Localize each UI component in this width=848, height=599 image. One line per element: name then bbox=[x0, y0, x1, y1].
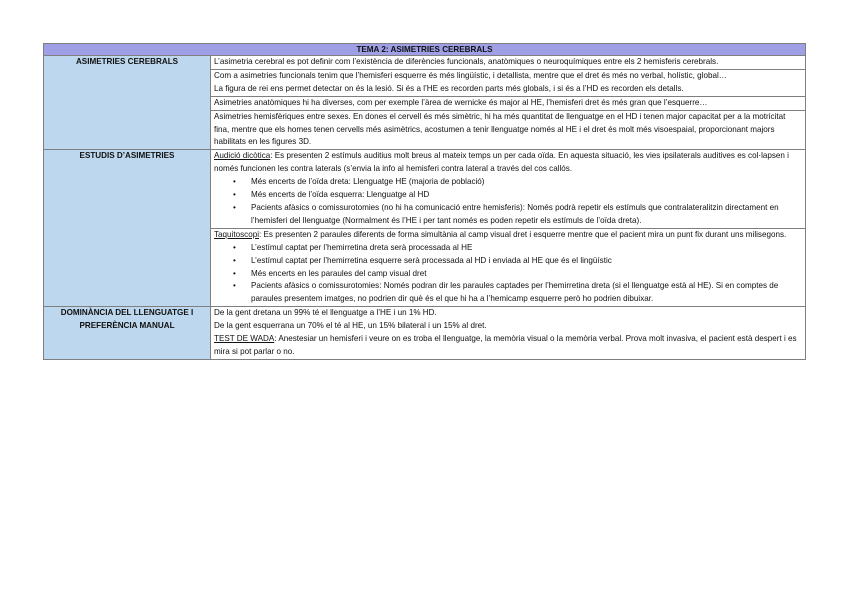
asimetries-funcionals: Com a asimetries funcionals tenim que l’hemisferi esquerre és més lingüístic, i detallista, mentre que el dret és més no verbal, holístic, global… La figura de rei ens permet detectar on és la lesió. Si és a l’HE es recorden parts més globals, i si és a l’HD es recorden els detalls. bbox=[211, 69, 806, 96]
list-item: • L’estímul captat per l’hemirretina esquerre serà processada al HD i enviada al HE que és el lingüístic bbox=[214, 255, 802, 268]
audicio-dicotica-heading: Audició dicòtica bbox=[214, 151, 271, 161]
asimetries-sexes: Asimetries hemisfèriques entre sexes. En dones el cervell és més simètric, hi ha més quantitat de llenguatge en el HD i tenen major capacitat per a la motricitat fina, mentre que els homes tenen cervells més asimètrics, acostumen a tenir llenguatge només al HE i el dret és molt més visoespaial, proporcionant majors habilitats en les figures 3D. bbox=[211, 110, 806, 150]
list-item: • Més encerts de l’oïda esquerra: Llenguatge al HD bbox=[214, 189, 802, 202]
bullet-icon: • bbox=[233, 255, 236, 265]
bullet-icon: • bbox=[233, 177, 236, 187]
test-wada bbox=[214, 333, 802, 359]
bullet-icon: • bbox=[233, 190, 236, 200]
section-dominancia-llenguatge: DOMINÀNCIA DEL LLENGUATGE I PREFERÈNCIA MANUAL bbox=[44, 307, 211, 360]
dominancia-dretans: De la gent dretana un 99% té el llenguatge a l’HE i un 1% HD. bbox=[214, 308, 437, 318]
bullet-icon: • bbox=[233, 242, 236, 252]
bullet-icon: • bbox=[233, 281, 236, 291]
taquitoscopi-heading: Taquitoscopi bbox=[214, 229, 259, 239]
dominancia-cell bbox=[211, 307, 806, 360]
list-item: • Més encerts en les paraules del camp visual dret bbox=[214, 268, 802, 281]
asimetries-table bbox=[43, 43, 806, 360]
test-wada-text: : Anestesiar un hemisferi i veure on es troba el llenguatge, la memòria visual o la memòria verbal. Prova molt invasiva, el pacient està despert i es mira si pot parlar o no. bbox=[214, 334, 797, 356]
audicio-dicotica-list bbox=[214, 176, 802, 228]
list-item: • Pacients afàsics o comissurotomies (no hi ha comunicació entre hemisferis): Només podrà repetir els estímuls que contralateralitzin directament en l’hemisferi del llenguatge (Normalment és l’HE i per tant només es poden repetir els estímuls de l’oïda dreta). bbox=[233, 202, 779, 225]
taquitoscopi-text: : Es presenten 2 paraules diferents de forma simultània al camp visual dret i esquerre mentre que el pacient mira un punt fix durant uns milisegons. bbox=[259, 229, 787, 239]
taquitoscopi-list bbox=[214, 242, 802, 307]
test-wada-heading: TEST DE WADA bbox=[214, 334, 275, 344]
list-item: • L’estímul captat per l’hemirretina dreta serà processada al HE bbox=[214, 242, 802, 255]
asimetries-anatomiques: Asimetries anatòmiques hi ha diverses, com per exemple l’àrea de wernicke és major al HE, l’hemisferi dret és més gran que l’esquerre… bbox=[211, 96, 806, 110]
table-title: TEMA 2: ASIMETRIES CEREBRALS bbox=[44, 44, 806, 56]
bullet-icon: • bbox=[233, 268, 236, 278]
dominancia-esquerrans: De la gent esquerrana un 70% el té al HE, un 15% bilateral i un 15% al dret. bbox=[214, 321, 487, 331]
section-estudis-asimetries: ESTUDIS D’ASIMETRIES bbox=[44, 150, 211, 307]
list-item: • Més encerts de l’oïda dreta: Llenguatge HE (majoria de població) bbox=[214, 176, 802, 189]
list-item: • Pacients afàsics o comissurotomies: Només podran dir les paraules captades per l’hemirretina dreta (si el llenguatge està al HE). Si en comptes de paraules presentem imatges, no podrien dir què és el que hi ha a l’hemicamp esquerre però ho podrien dibuixar. bbox=[233, 281, 779, 304]
taquitoscopi-cell bbox=[211, 228, 806, 306]
asimetria-definition: L’asimetria cerebral es pot definir com l’existència de diferències funcionals, anatòmiques o neuroquímiques entre els 2 hemisferis cerebrals. bbox=[211, 56, 806, 70]
bullet-icon: • bbox=[233, 202, 236, 212]
audicio-dicotica-text: : Es presenten 2 estímuls auditius molt breus al mateix temps un per cada oïda. En aquesta situació, les vies ipsilaterals auditives es col·lapsen i només funcionen les contra laterals (s’envia la info al hemisferi contra lateral a través del cos callós. bbox=[214, 151, 789, 174]
audicio-dicotica-cell bbox=[211, 150, 806, 228]
section-asimetries-cerebrals: ASIMETRIES CEREBRALS bbox=[44, 56, 211, 150]
